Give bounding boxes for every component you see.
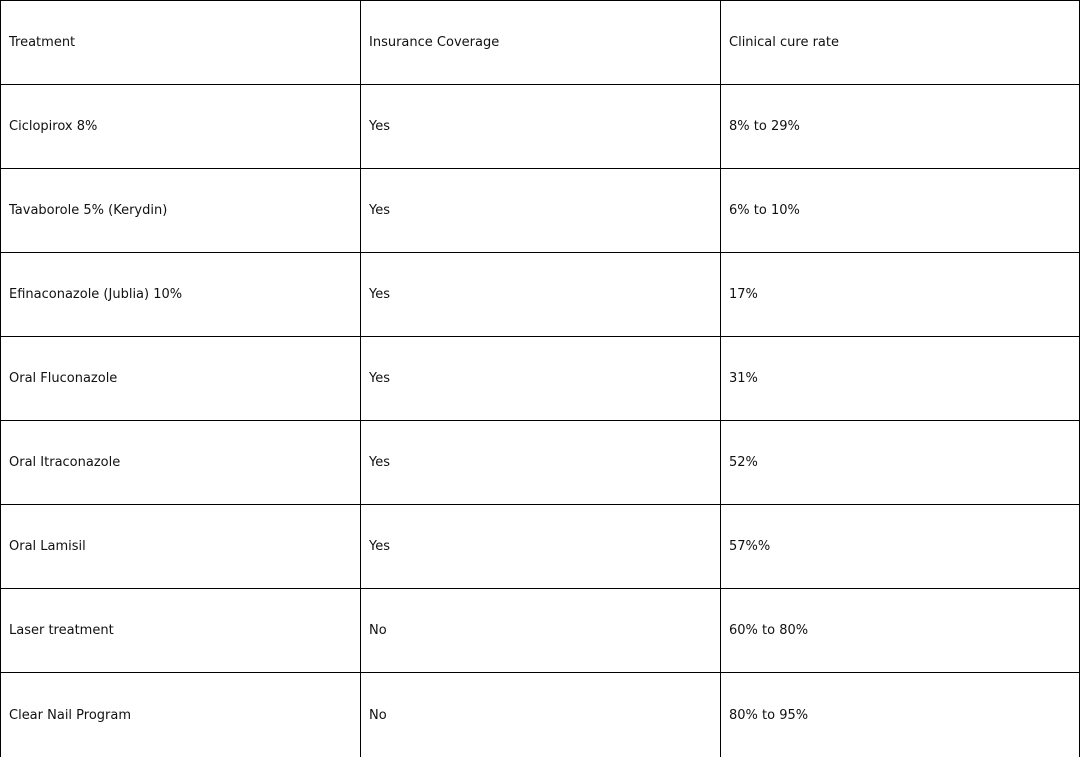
header-insurance-coverage: Insurance Coverage [361, 1, 721, 84]
table-row [1, 253, 1080, 337]
insurance-cell: Yes [361, 85, 721, 168]
treatment-cell: Laser treatment [1, 589, 361, 672]
treatment-cell: Ciclopirox 8% [1, 85, 361, 168]
table-row [1, 85, 1080, 169]
treatment-cell: Efinaconazole (Jublia) 10% [1, 253, 361, 336]
header-treatment: Treatment [1, 1, 361, 84]
cure-rate-cell: 60% to 80% [721, 589, 1080, 672]
cure-rate-cell: 8% to 29% [721, 85, 1080, 168]
insurance-cell: Yes [361, 505, 721, 588]
table-row [1, 589, 1080, 673]
treatment-cell: Tavaborole 5% (Kerydin) [1, 169, 361, 252]
treatment-cell: Oral Lamisil [1, 505, 361, 588]
treatment-cell: Oral Itraconazole [1, 421, 361, 504]
table-row [1, 337, 1080, 421]
treatment-cell: Clear Nail Program [1, 673, 361, 757]
table-row [1, 505, 1080, 589]
header-clinical-cure-rate: Clinical cure rate [721, 1, 1080, 84]
table-row [1, 421, 1080, 505]
insurance-cell: Yes [361, 169, 721, 252]
insurance-cell: Yes [361, 421, 721, 504]
cure-rate-cell: 57%% [721, 505, 1080, 588]
insurance-cell: Yes [361, 253, 721, 336]
insurance-cell: Yes [361, 337, 721, 420]
insurance-cell: No [361, 673, 721, 757]
cure-rate-cell: 80% to 95% [721, 673, 1080, 757]
cure-rate-cell: 6% to 10% [721, 169, 1080, 252]
table-row [1, 169, 1080, 253]
table-row [1, 673, 1080, 757]
cure-rate-cell: 52% [721, 421, 1080, 504]
insurance-cell: No [361, 589, 721, 672]
cure-rate-cell: 31% [721, 337, 1080, 420]
cure-rate-cell: 17% [721, 253, 1080, 336]
treatment-cell: Oral Fluconazole [1, 337, 361, 420]
table-header-row [1, 1, 1080, 85]
